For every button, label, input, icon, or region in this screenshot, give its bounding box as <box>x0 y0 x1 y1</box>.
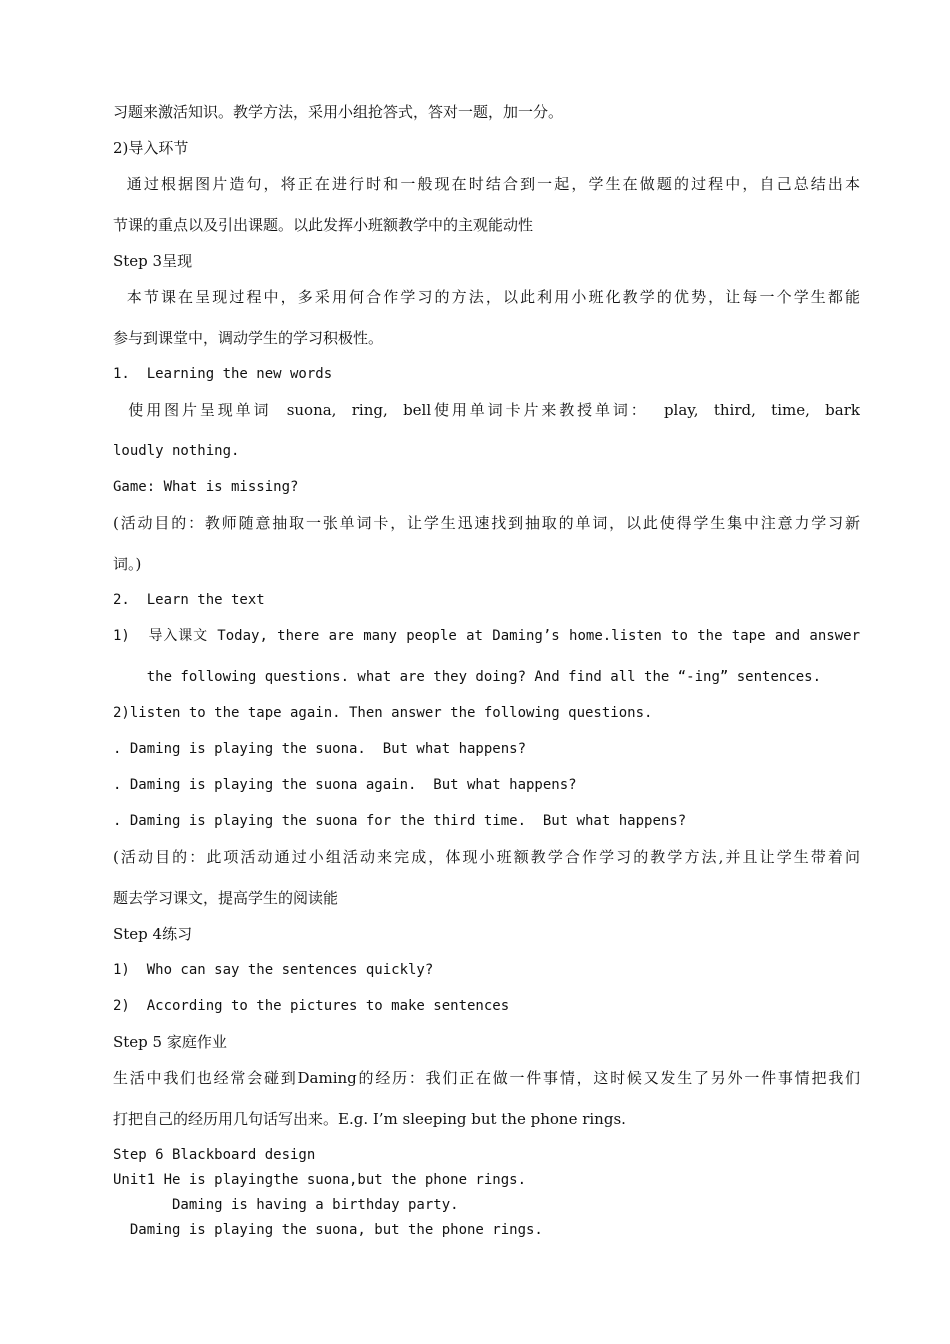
text-line-9: 使用图片呈现单词 suona, ring, bell使用单词卡片来教授单词： play, third, time, bark <box>113 401 860 419</box>
text-line-10: loudly nothing. <box>113 443 240 459</box>
text-line-28: 打把自己的经历用几句话写出来。E.g. I’m sleeping but the phone rings. <box>113 1110 626 1128</box>
text-line-27: 生活中我们也经常会碰到Daming的经历：我们正在做一件事情，这时候又发生了另外一件事情把我们 <box>113 1069 860 1087</box>
text-line-29: Step 6 Blackboard design <box>113 1147 316 1163</box>
text-line-7: 参与到课堂中，调动学生的学习积极性。 <box>113 329 384 347</box>
text-line-32: Daming is playing the suona, but the phone rings. <box>113 1222 543 1238</box>
text-line-2: 2)导入环节 <box>113 139 189 157</box>
text-line-12: (活动目的：教师随意抽取一张单词卡，让学生迅速找到抽取的单词，以此使得学生集中注意力学习新 <box>113 514 860 532</box>
text-line-8: 1. Learning the new words <box>113 366 333 382</box>
text-line-26: Step 5 家庭作业 <box>113 1033 227 1051</box>
text-line-24: 1) Who can say the sentences quickly? <box>113 962 434 978</box>
text-line-17: 2)listen to the tape again. Then answer the following questions. <box>113 705 653 721</box>
text-line-3: 通过根据图片造句，将正在进行时和一般现在时结合到一起，学生在做题的过程中，自己总结出本 <box>113 175 860 193</box>
text-line-11: Game: What is missing? <box>113 479 299 495</box>
text-line-20: . Daming is playing the suona for the third time. But what happens? <box>113 813 687 829</box>
text-line-15: 1) 导入课文 Today, there are many people at Daming’s home.listen to the tape and answer <box>113 628 860 644</box>
text-line-5: Step 3呈现 <box>113 252 193 270</box>
text-line-25: 2) According to the pictures to make sentences <box>113 998 510 1014</box>
text-line-16: the following questions. what are they doing? And find all the “-ing” sentences. <box>113 669 822 685</box>
text-line-14: 2. Learn the text <box>113 592 265 608</box>
text-line-21: (活动目的：此项活动通过小组活动来完成，体现小班额教学合作学习的教学方法,并且让学生带着问 <box>113 848 860 866</box>
text-line-19: . Daming is playing the suona again. But what happens? <box>113 777 577 793</box>
text-line-23: Step 4练习 <box>113 925 193 943</box>
text-line-4: 节课的重点以及引出课题。以此发挥小班额教学中的主观能动性 <box>113 216 534 234</box>
text-line-18: . Daming is playing the suona. But what happens? <box>113 741 527 757</box>
text-line-6: 本节课在呈现过程中，多采用何合作学习的方法，以此利用小班化教学的优势，让每一个学生都能 <box>113 288 860 306</box>
text-line-13: 词。) <box>113 555 142 573</box>
text-line-31: Daming is having a birthday party. <box>113 1197 459 1213</box>
text-line-22: 题去学习课文，提高学生的阅读能 <box>113 889 339 907</box>
text-line-30: Unit1 He is playingthe suona,but the phone rings. <box>113 1172 527 1188</box>
text-line-1: 习题来激活知识。教学方法，采用小组抢答式，答对一题，加一分。 <box>113 103 564 121</box>
